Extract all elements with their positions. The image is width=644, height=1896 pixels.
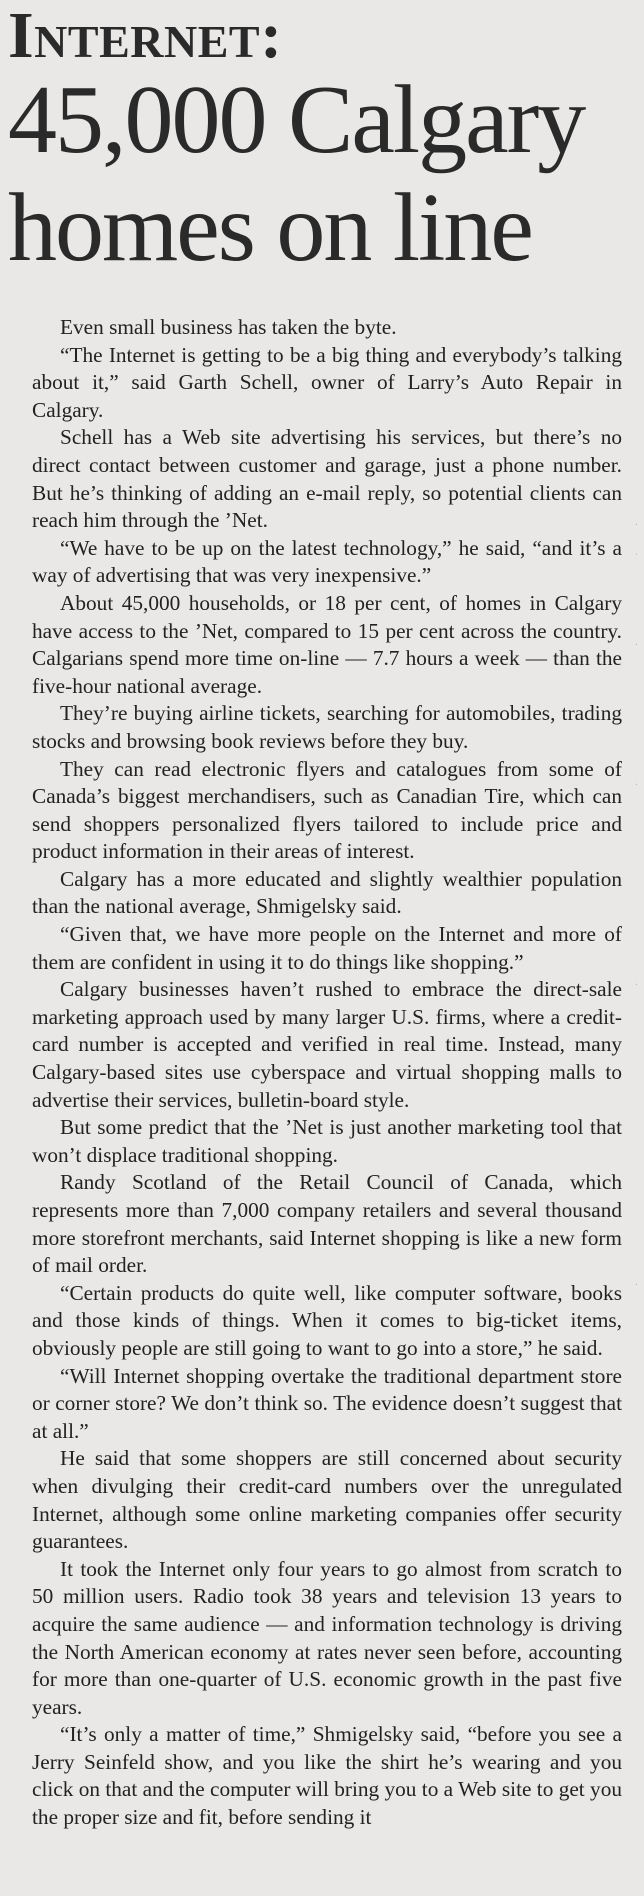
paragraph: Even small business has taken the byte. [60, 315, 397, 339]
paragraph: Randy Scotland of the Retail Council of Canada, which represents more than 7,000 company retailers and several thousand more storefront merchants, said Internet shopping is like a new form of mail order. [32, 1170, 622, 1278]
paragraph: “It’s only a matter of time,” Shmigelsky said, “before you see a Jerry Seinfeld show, and you like the shirt he’s wearing and you click on that and the computer will bring you to a Web site to get you the proper size and fit, before sending it [32, 1722, 622, 1830]
paragraph: “Certain products do quite well, like computer software, books and those kinds of things. When it comes to big-ticket items, obviously people are still going to want to go into a store,” he said. [32, 1280, 622, 1360]
headline-main: 45,000 Calgary homes on line [8, 66, 585, 282]
paragraph: But some predict that the ’Net is just another marketing tool that won’t displace traditional shopping. [32, 1115, 622, 1167]
paragraph: It took the Internet only four years to go almost from scratch to 50 million users. Radio took 38 years and television 13 years to acquire the same audience — and information technology is driving the North American economy at rates never seen before, accounting for more than one-quarter of U.S. economic growth in the past five years. [32, 1556, 622, 1719]
article-body [8, 314, 630, 1832]
paragraph: “Given that, we have more people on the Internet and more of them are confident in using it to do things like shopping.” [32, 922, 622, 974]
paragraph: “Will Internet shopping overtake the traditional department store or corner store? We don’t think so. The evidence doesn’t suggest that at all.” [32, 1363, 622, 1443]
scan-margin-bleed: · · · · · · [634, 520, 638, 1291]
headline-kicker: Internet: [8, 0, 283, 72]
paragraph: They can read electronic flyers and catalogues from some of Canada’s biggest merchandisers, such as Canadian Tire, which can send shoppers personalized flyers tailored to include price and product information in their areas of interest. [32, 756, 622, 864]
paragraph: “The Internet is getting to be a big thing and everybody’s talking about it,” said Garth Schell, owner of Larry’s Auto Repair in Calgary. [32, 342, 622, 422]
paragraph: About 45,000 households, or 18 per cent, of homes in Calgary have access to the ’Net, compared to 15 per cent across the country. Calgarians spend more time on-line — 7.7 hours a week — than the five-hour national average. [32, 590, 622, 698]
headline [8, 0, 630, 282]
paragraph: He said that some shoppers are still concerned about security when divulging their credit-card numbers over the unregulated Internet, although some online marketing companies offer security guarantees. [32, 1446, 622, 1554]
paragraph: Schell has a Web site advertising his services, but there’s no direct contact between customer and garage, just a phone number. But he’s thinking of adding an e-mail reply, so potential clients can reach him through the ’Net. [32, 425, 622, 533]
paragraph: Calgary has a more educated and slightly wealthier population than the national average, Shmigelsky said. [32, 866, 622, 919]
paragraph: “We have to be up on the latest technology,” he said, “and it’s a way of advertising that was very inexpensive.” [32, 535, 622, 588]
paragraph: They’re buying airline tickets, searching for automobiles, trading stocks and browsing book reviews before they buy. [32, 701, 622, 753]
paragraph: Calgary businesses haven’t rushed to embrace the direct-sale marketing approach used by many larger U.S. firms, where a credit-card number is accepted and verified in real time. Instead, many Calgary-based sites use cyberspace and virtual shopping malls to advertise their services, bulletin-board style. [32, 977, 622, 1112]
